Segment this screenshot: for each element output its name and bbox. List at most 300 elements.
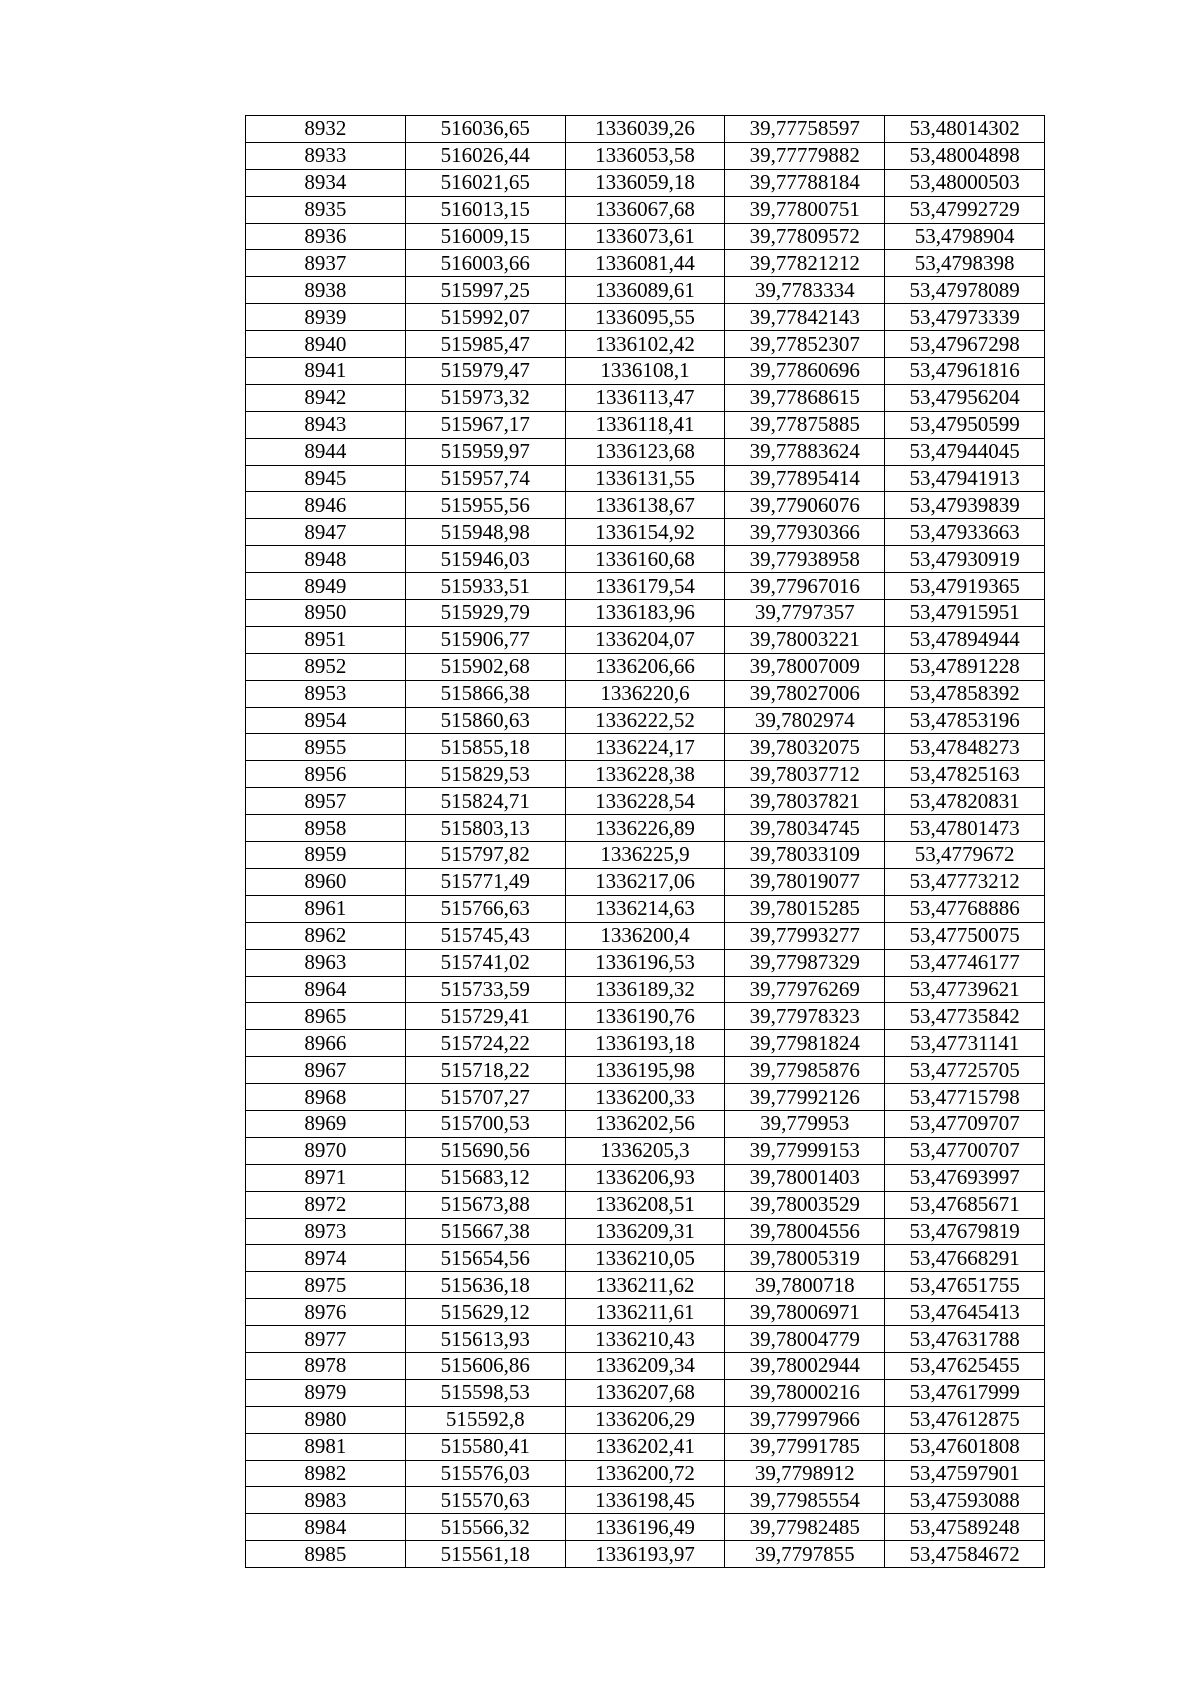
cell-x-coordinate: 515707,27 [405, 1084, 565, 1111]
cell-longitude: 39,7797357 [725, 600, 885, 627]
cell-x-coordinate: 515606,86 [405, 1352, 565, 1379]
table-row [246, 788, 1045, 815]
cell-latitude: 53,47915951 [885, 600, 1045, 627]
cell-y-coordinate: 1336225,9 [565, 842, 725, 869]
cell-latitude: 53,47584672 [885, 1541, 1045, 1568]
cell-point-number: 8981 [246, 1433, 406, 1460]
table-row [246, 976, 1045, 1003]
cell-longitude: 39,78003221 [725, 626, 885, 653]
cell-longitude: 39,77821212 [725, 250, 885, 277]
cell-x-coordinate: 515992,07 [405, 304, 565, 331]
cell-latitude: 53,47973339 [885, 304, 1045, 331]
cell-y-coordinate: 1336206,29 [565, 1406, 725, 1433]
table-row [246, 1460, 1045, 1487]
table-row [246, 116, 1045, 143]
cell-x-coordinate: 515580,41 [405, 1433, 565, 1460]
cell-latitude: 53,47709707 [885, 1110, 1045, 1137]
cell-x-coordinate: 516013,15 [405, 196, 565, 223]
cell-x-coordinate: 515957,74 [405, 465, 565, 492]
cell-longitude: 39,77875885 [725, 411, 885, 438]
cell-longitude: 39,78002944 [725, 1352, 885, 1379]
cell-latitude: 53,47685671 [885, 1191, 1045, 1218]
cell-point-number: 8952 [246, 653, 406, 680]
cell-x-coordinate: 515766,63 [405, 895, 565, 922]
cell-x-coordinate: 515724,22 [405, 1030, 565, 1057]
cell-latitude: 53,47739621 [885, 976, 1045, 1003]
cell-latitude: 53,47919365 [885, 573, 1045, 600]
cell-point-number: 8970 [246, 1137, 406, 1164]
table-row [246, 1487, 1045, 1514]
table-row [246, 1379, 1045, 1406]
cell-x-coordinate: 515654,56 [405, 1245, 565, 1272]
cell-x-coordinate: 515700,53 [405, 1110, 565, 1137]
cell-y-coordinate: 1336228,54 [565, 788, 725, 815]
cell-longitude: 39,77842143 [725, 304, 885, 331]
cell-point-number: 8973 [246, 1218, 406, 1245]
cell-longitude: 39,77895414 [725, 465, 885, 492]
cell-longitude: 39,77779882 [725, 142, 885, 169]
cell-point-number: 8948 [246, 546, 406, 573]
cell-longitude: 39,77883624 [725, 438, 885, 465]
cell-y-coordinate: 1336209,34 [565, 1352, 725, 1379]
cell-x-coordinate: 515561,18 [405, 1541, 565, 1568]
cell-y-coordinate: 1336190,76 [565, 1003, 725, 1030]
cell-latitude: 53,4798398 [885, 250, 1045, 277]
table-row [246, 895, 1045, 922]
table-row [246, 734, 1045, 761]
cell-longitude: 39,77788184 [725, 169, 885, 196]
table-row [246, 922, 1045, 949]
cell-longitude: 39,78034745 [725, 815, 885, 842]
table-row [246, 1352, 1045, 1379]
cell-y-coordinate: 1336053,58 [565, 142, 725, 169]
cell-x-coordinate: 515745,43 [405, 922, 565, 949]
cell-y-coordinate: 1336193,97 [565, 1541, 725, 1568]
cell-point-number: 8977 [246, 1326, 406, 1353]
cell-y-coordinate: 1336195,98 [565, 1057, 725, 1084]
cell-latitude: 53,47631788 [885, 1326, 1045, 1353]
cell-x-coordinate: 515570,63 [405, 1487, 565, 1514]
cell-longitude: 39,77930366 [725, 519, 885, 546]
cell-longitude: 39,77997966 [725, 1406, 885, 1433]
cell-y-coordinate: 1336209,31 [565, 1218, 725, 1245]
table-row [246, 411, 1045, 438]
table-row [246, 626, 1045, 653]
cell-longitude: 39,77991785 [725, 1433, 885, 1460]
cell-point-number: 8949 [246, 573, 406, 600]
cell-point-number: 8965 [246, 1003, 406, 1030]
cell-y-coordinate: 1336198,45 [565, 1487, 725, 1514]
cell-point-number: 8959 [246, 842, 406, 869]
cell-x-coordinate: 515673,88 [405, 1191, 565, 1218]
cell-longitude: 39,77999153 [725, 1137, 885, 1164]
cell-x-coordinate: 515683,12 [405, 1164, 565, 1191]
table-row [246, 707, 1045, 734]
table-row [246, 1406, 1045, 1433]
cell-y-coordinate: 1336226,89 [565, 815, 725, 842]
cell-point-number: 8976 [246, 1299, 406, 1326]
table-row [246, 1137, 1045, 1164]
table-row [246, 573, 1045, 600]
cell-y-coordinate: 1336206,93 [565, 1164, 725, 1191]
cell-x-coordinate: 516003,66 [405, 250, 565, 277]
cell-x-coordinate: 515824,71 [405, 788, 565, 815]
cell-y-coordinate: 1336183,96 [565, 600, 725, 627]
cell-x-coordinate: 515973,32 [405, 384, 565, 411]
cell-longitude: 39,779953 [725, 1110, 885, 1137]
cell-latitude: 53,47992729 [885, 196, 1045, 223]
cell-point-number: 8983 [246, 1487, 406, 1514]
cell-latitude: 53,47768886 [885, 895, 1045, 922]
cell-point-number: 8963 [246, 949, 406, 976]
cell-point-number: 8961 [246, 895, 406, 922]
cell-point-number: 8968 [246, 1084, 406, 1111]
cell-y-coordinate: 1336200,4 [565, 922, 725, 949]
cell-y-coordinate: 1336211,61 [565, 1299, 725, 1326]
cell-x-coordinate: 515667,38 [405, 1218, 565, 1245]
cell-x-coordinate: 516021,65 [405, 169, 565, 196]
table-row [246, 142, 1045, 169]
cell-point-number: 8982 [246, 1460, 406, 1487]
cell-latitude: 53,47941913 [885, 465, 1045, 492]
cell-x-coordinate: 515860,63 [405, 707, 565, 734]
cell-x-coordinate: 515997,25 [405, 277, 565, 304]
table-row [246, 1299, 1045, 1326]
cell-latitude: 53,47930919 [885, 546, 1045, 573]
cell-point-number: 8971 [246, 1164, 406, 1191]
cell-longitude: 39,77993277 [725, 922, 885, 949]
cell-y-coordinate: 1336160,68 [565, 546, 725, 573]
table-row [246, 842, 1045, 869]
table-row [246, 304, 1045, 331]
cell-latitude: 53,47625455 [885, 1352, 1045, 1379]
cell-point-number: 8947 [246, 519, 406, 546]
cell-x-coordinate: 515636,18 [405, 1272, 565, 1299]
cell-latitude: 53,48004898 [885, 142, 1045, 169]
cell-point-number: 8940 [246, 331, 406, 358]
cell-x-coordinate: 515955,56 [405, 492, 565, 519]
cell-point-number: 8953 [246, 680, 406, 707]
table-row [246, 358, 1045, 385]
cell-longitude: 39,77868615 [725, 384, 885, 411]
cell-longitude: 39,77809572 [725, 223, 885, 250]
table-row [246, 331, 1045, 358]
cell-x-coordinate: 515979,47 [405, 358, 565, 385]
cell-longitude: 39,78019077 [725, 868, 885, 895]
table-row [246, 1191, 1045, 1218]
table-row [246, 680, 1045, 707]
cell-longitude: 39,7800718 [725, 1272, 885, 1299]
cell-latitude: 53,47933663 [885, 519, 1045, 546]
cell-longitude: 39,77852307 [725, 331, 885, 358]
cell-y-coordinate: 1336210,43 [565, 1326, 725, 1353]
cell-point-number: 8950 [246, 600, 406, 627]
cell-point-number: 8972 [246, 1191, 406, 1218]
cell-y-coordinate: 1336123,68 [565, 438, 725, 465]
cell-x-coordinate: 515959,97 [405, 438, 565, 465]
table-row [246, 1003, 1045, 1030]
table-row [246, 1084, 1045, 1111]
table-row [246, 1433, 1045, 1460]
cell-point-number: 8958 [246, 815, 406, 842]
table-row [246, 600, 1045, 627]
cell-y-coordinate: 1336154,92 [565, 519, 725, 546]
cell-y-coordinate: 1336204,07 [565, 626, 725, 653]
cell-y-coordinate: 1336206,66 [565, 653, 725, 680]
cell-longitude: 39,78027006 [725, 680, 885, 707]
cell-point-number: 8944 [246, 438, 406, 465]
table-row [246, 250, 1045, 277]
cell-latitude: 53,47750075 [885, 922, 1045, 949]
cell-y-coordinate: 1336073,61 [565, 223, 725, 250]
cell-x-coordinate: 515629,12 [405, 1299, 565, 1326]
cell-point-number: 8964 [246, 976, 406, 1003]
cell-point-number: 8939 [246, 304, 406, 331]
cell-point-number: 8943 [246, 411, 406, 438]
cell-point-number: 8966 [246, 1030, 406, 1057]
cell-longitude: 39,77985876 [725, 1057, 885, 1084]
table-row [246, 223, 1045, 250]
cell-longitude: 39,77992126 [725, 1084, 885, 1111]
cell-longitude: 39,78033109 [725, 842, 885, 869]
table-row [246, 438, 1045, 465]
cell-y-coordinate: 1336228,38 [565, 761, 725, 788]
cell-point-number: 8938 [246, 277, 406, 304]
cell-point-number: 8941 [246, 358, 406, 385]
cell-latitude: 53,47894944 [885, 626, 1045, 653]
cell-x-coordinate: 515797,82 [405, 842, 565, 869]
cell-y-coordinate: 1336207,68 [565, 1379, 725, 1406]
cell-latitude: 53,47891228 [885, 653, 1045, 680]
cell-point-number: 8985 [246, 1541, 406, 1568]
cell-point-number: 8954 [246, 707, 406, 734]
table-row [246, 815, 1045, 842]
cell-longitude: 39,78037821 [725, 788, 885, 815]
cell-point-number: 8935 [246, 196, 406, 223]
cell-y-coordinate: 1336118,41 [565, 411, 725, 438]
table-row [246, 196, 1045, 223]
cell-longitude: 39,7797855 [725, 1541, 885, 1568]
cell-longitude: 39,77860696 [725, 358, 885, 385]
cell-longitude: 39,78037712 [725, 761, 885, 788]
cell-y-coordinate: 1336202,56 [565, 1110, 725, 1137]
cell-longitude: 39,77981824 [725, 1030, 885, 1057]
cell-point-number: 8942 [246, 384, 406, 411]
cell-x-coordinate: 515855,18 [405, 734, 565, 761]
cell-x-coordinate: 515741,02 [405, 949, 565, 976]
cell-x-coordinate: 515866,38 [405, 680, 565, 707]
cell-point-number: 8932 [246, 116, 406, 143]
cell-latitude: 53,48014302 [885, 116, 1045, 143]
cell-latitude: 53,47848273 [885, 734, 1045, 761]
cell-y-coordinate: 1336108,1 [565, 358, 725, 385]
cell-x-coordinate: 515946,03 [405, 546, 565, 573]
cell-latitude: 53,47731141 [885, 1030, 1045, 1057]
cell-y-coordinate: 1336217,06 [565, 868, 725, 895]
cell-y-coordinate: 1336089,61 [565, 277, 725, 304]
cell-point-number: 8946 [246, 492, 406, 519]
cell-x-coordinate: 515803,13 [405, 815, 565, 842]
cell-point-number: 8951 [246, 626, 406, 653]
table-row [246, 1030, 1045, 1057]
cell-x-coordinate: 515948,98 [405, 519, 565, 546]
cell-latitude: 53,47825163 [885, 761, 1045, 788]
cell-longitude: 39,77978323 [725, 1003, 885, 1030]
cell-latitude: 53,47612875 [885, 1406, 1045, 1433]
table-row [246, 1110, 1045, 1137]
cell-x-coordinate: 515929,79 [405, 600, 565, 627]
cell-latitude: 53,47950599 [885, 411, 1045, 438]
cell-longitude: 39,77982485 [725, 1514, 885, 1541]
cell-x-coordinate: 515902,68 [405, 653, 565, 680]
cell-y-coordinate: 1336113,47 [565, 384, 725, 411]
table-row [246, 1272, 1045, 1299]
cell-y-coordinate: 1336196,53 [565, 949, 725, 976]
cell-point-number: 8960 [246, 868, 406, 895]
cell-y-coordinate: 1336179,54 [565, 573, 725, 600]
cell-longitude: 39,7802974 [725, 707, 885, 734]
cell-y-coordinate: 1336193,18 [565, 1030, 725, 1057]
table-row [246, 519, 1045, 546]
cell-y-coordinate: 1336189,32 [565, 976, 725, 1003]
cell-longitude: 39,78004556 [725, 1218, 885, 1245]
cell-point-number: 8955 [246, 734, 406, 761]
cell-y-coordinate: 1336200,72 [565, 1460, 725, 1487]
cell-x-coordinate: 516036,65 [405, 116, 565, 143]
table-row [246, 653, 1045, 680]
cell-latitude: 53,47746177 [885, 949, 1045, 976]
cell-latitude: 53,4779672 [885, 842, 1045, 869]
cell-latitude: 53,47597901 [885, 1460, 1045, 1487]
cell-y-coordinate: 1336081,44 [565, 250, 725, 277]
cell-x-coordinate: 516026,44 [405, 142, 565, 169]
table-row [246, 1541, 1045, 1568]
table-row [246, 1514, 1045, 1541]
cell-longitude: 39,77985554 [725, 1487, 885, 1514]
cell-y-coordinate: 1336102,42 [565, 331, 725, 358]
cell-x-coordinate: 515718,22 [405, 1057, 565, 1084]
table-row [246, 1057, 1045, 1084]
cell-latitude: 53,47700707 [885, 1137, 1045, 1164]
cell-point-number: 8975 [246, 1272, 406, 1299]
cell-longitude: 39,78000216 [725, 1379, 885, 1406]
cell-longitude: 39,78004779 [725, 1326, 885, 1353]
cell-x-coordinate: 515906,77 [405, 626, 565, 653]
cell-point-number: 8979 [246, 1379, 406, 1406]
table-row [246, 761, 1045, 788]
table-row [246, 1164, 1045, 1191]
cell-latitude: 53,47668291 [885, 1245, 1045, 1272]
cell-point-number: 8962 [246, 922, 406, 949]
cell-latitude: 53,47956204 [885, 384, 1045, 411]
table-row [246, 384, 1045, 411]
cell-y-coordinate: 1336210,05 [565, 1245, 725, 1272]
cell-y-coordinate: 1336196,49 [565, 1514, 725, 1541]
table-row [246, 492, 1045, 519]
cell-latitude: 53,47601808 [885, 1433, 1045, 1460]
cell-x-coordinate: 516009,15 [405, 223, 565, 250]
cell-latitude: 53,47715798 [885, 1084, 1045, 1111]
cell-latitude: 53,47820831 [885, 788, 1045, 815]
table-row [246, 465, 1045, 492]
cell-longitude: 39,78006971 [725, 1299, 885, 1326]
cell-point-number: 8957 [246, 788, 406, 815]
cell-x-coordinate: 515829,53 [405, 761, 565, 788]
cell-point-number: 8974 [246, 1245, 406, 1272]
cell-latitude: 53,47967298 [885, 331, 1045, 358]
cell-latitude: 53,47645413 [885, 1299, 1045, 1326]
cell-latitude: 53,47651755 [885, 1272, 1045, 1299]
cell-latitude: 53,47725705 [885, 1057, 1045, 1084]
cell-x-coordinate: 515933,51 [405, 573, 565, 600]
cell-longitude: 39,78003529 [725, 1191, 885, 1218]
cell-y-coordinate: 1336059,18 [565, 169, 725, 196]
cell-longitude: 39,7798912 [725, 1460, 885, 1487]
cell-latitude: 53,47735842 [885, 1003, 1045, 1030]
cell-y-coordinate: 1336200,33 [565, 1084, 725, 1111]
cell-x-coordinate: 515598,53 [405, 1379, 565, 1406]
cell-latitude: 53,47939839 [885, 492, 1045, 519]
cell-latitude: 53,47858392 [885, 680, 1045, 707]
cell-y-coordinate: 1336067,68 [565, 196, 725, 223]
cell-y-coordinate: 1336205,3 [565, 1137, 725, 1164]
table-row [246, 277, 1045, 304]
cell-point-number: 8956 [246, 761, 406, 788]
cell-longitude: 39,78001403 [725, 1164, 885, 1191]
cell-latitude: 53,47801473 [885, 815, 1045, 842]
cell-x-coordinate: 515733,59 [405, 976, 565, 1003]
cell-latitude: 53,48000503 [885, 169, 1045, 196]
cell-longitude: 39,78015285 [725, 895, 885, 922]
cell-longitude: 39,77758597 [725, 116, 885, 143]
cell-latitude: 53,47944045 [885, 438, 1045, 465]
cell-y-coordinate: 1336220,6 [565, 680, 725, 707]
table-row [246, 949, 1045, 976]
cell-longitude: 39,78007009 [725, 653, 885, 680]
table-row [246, 1245, 1045, 1272]
cell-point-number: 8934 [246, 169, 406, 196]
cell-x-coordinate: 515729,41 [405, 1003, 565, 1030]
cell-x-coordinate: 515576,03 [405, 1460, 565, 1487]
cell-point-number: 8945 [246, 465, 406, 492]
cell-x-coordinate: 515566,32 [405, 1514, 565, 1541]
table-row [246, 546, 1045, 573]
cell-latitude: 53,47773212 [885, 868, 1045, 895]
cell-longitude: 39,77987329 [725, 949, 885, 976]
cell-y-coordinate: 1336202,41 [565, 1433, 725, 1460]
table-row [246, 1326, 1045, 1353]
cell-latitude: 53,47853196 [885, 707, 1045, 734]
cell-y-coordinate: 1336208,51 [565, 1191, 725, 1218]
cell-x-coordinate: 515967,17 [405, 411, 565, 438]
cell-x-coordinate: 515771,49 [405, 868, 565, 895]
cell-y-coordinate: 1336211,62 [565, 1272, 725, 1299]
cell-latitude: 53,47589248 [885, 1514, 1045, 1541]
cell-point-number: 8936 [246, 223, 406, 250]
cell-y-coordinate: 1336224,17 [565, 734, 725, 761]
cell-point-number: 8969 [246, 1110, 406, 1137]
cell-point-number: 8967 [246, 1057, 406, 1084]
cell-point-number: 8984 [246, 1514, 406, 1541]
cell-y-coordinate: 1336222,52 [565, 707, 725, 734]
cell-x-coordinate: 515592,8 [405, 1406, 565, 1433]
cell-longitude: 39,77976269 [725, 976, 885, 1003]
cell-point-number: 8978 [246, 1352, 406, 1379]
cell-y-coordinate: 1336095,55 [565, 304, 725, 331]
cell-longitude: 39,77906076 [725, 492, 885, 519]
cell-point-number: 8980 [246, 1406, 406, 1433]
cell-point-number: 8933 [246, 142, 406, 169]
